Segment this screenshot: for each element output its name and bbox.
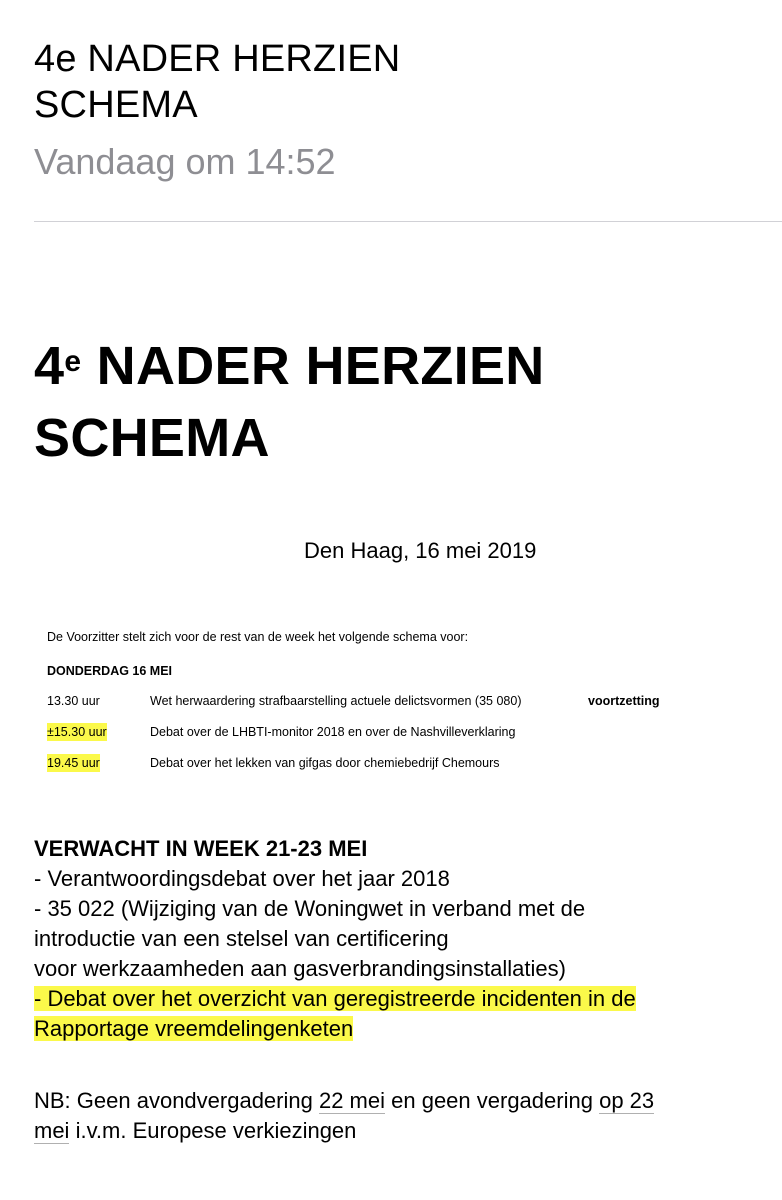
schedule-row <box>0 692 782 712</box>
date-link[interactable]: op 23 <box>599 1088 655 1113</box>
title-superscript: e <box>64 345 82 378</box>
nb-text: i.v.m. Europese verkiezingen <box>69 1118 357 1143</box>
schedule-time: 13.30 uur <box>47 694 100 708</box>
schedule-description: Debat over de LHBTI-monitor 2018 en over de Nashvilleverklaring <box>150 725 516 739</box>
title-rest: NADER HERZIEN <box>81 336 545 396</box>
header-divider <box>34 221 782 222</box>
nb-text: en geen vergadering <box>385 1088 600 1113</box>
highlighted-text: Rapportage vreemdelingenketen <box>34 1016 354 1041</box>
schedule-time: 19.45 uur <box>47 756 100 770</box>
place-date: Den Haag, 16 mei 2019 <box>304 538 537 563</box>
schedule-intro: De Voorzitter stelt zich voor de rest van de week het volgende schema voor: <box>47 630 469 644</box>
document-title <box>34 330 545 474</box>
expected-item-highlighted-continuation <box>34 1014 764 1044</box>
expected-title: VERWACHT IN WEEK 21-23 MEI <box>34 836 368 861</box>
nb-line-1 <box>34 1086 764 1116</box>
expected-item-continuation: voor werkzaamheden aan gasverbrandingsinstallaties) <box>34 956 566 981</box>
highlighted-text: - Debat over het overzicht van geregistreerde incidenten in de <box>34 986 636 1011</box>
document-title-line-2: SCHEMA <box>34 408 270 468</box>
date-link[interactable]: mei <box>34 1118 70 1143</box>
date-link[interactable]: 22 mei <box>318 1088 386 1113</box>
message-subject-line-2: SCHEMA <box>34 84 198 126</box>
expected-item-highlighted <box>34 984 764 1014</box>
schedule-time: ±15.30 uur <box>47 725 107 739</box>
schedule-row <box>0 723 782 743</box>
expected-section <box>34 834 764 1044</box>
nb-note <box>34 1086 764 1146</box>
schedule-day-heading: DONDERDAG 16 MEI <box>47 664 173 678</box>
title-number: 4 <box>34 336 65 396</box>
nb-line-2 <box>34 1116 764 1146</box>
document-title-line-1 <box>34 330 545 402</box>
nb-text: NB: Geen avondvergadering <box>34 1088 319 1113</box>
expected-item-continuation: introductie van een stelsel van certificering <box>34 926 449 951</box>
schedule-description: Debat over het lekken van gifgas door chemiebedrijf Chemours <box>150 756 500 770</box>
message-header <box>0 0 782 222</box>
message-subject-line-1: 4e NADER HERZIEN <box>34 38 401 80</box>
message-timestamp: Vandaag om 14:52 <box>34 141 336 182</box>
schedule-row <box>0 754 782 774</box>
message-subject <box>34 36 400 128</box>
expected-item: - Verantwoordingsdebat over het jaar 2018 <box>34 866 450 891</box>
expected-item: - 35 022 (Wijziging van de Woningwet in verband met de <box>34 896 586 921</box>
schedule-note: voortzetting <box>588 694 660 708</box>
schedule-description: Wet herwaardering strafbaarstelling actuele delictsvormen (35 080) <box>150 694 522 708</box>
